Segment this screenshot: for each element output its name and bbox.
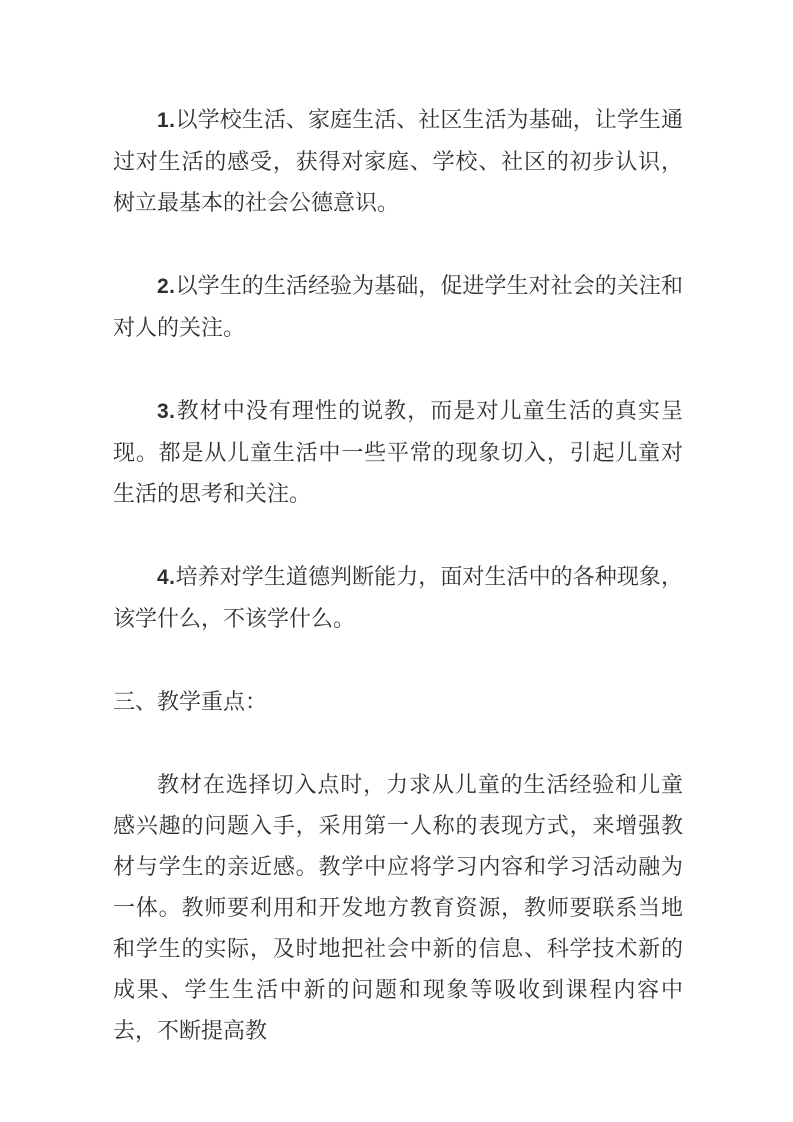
point-3-text: 教材中没有理性的说教，而是对儿童生活的真实呈现。都是从儿童生活中一些平常的现象切入，引起儿童对生活的思考和关注。 — [113, 398, 683, 506]
numbered-point-2 — [113, 265, 683, 348]
numbered-point-4 — [113, 556, 683, 639]
numbered-point-3 — [113, 390, 683, 514]
point-4-text: 培养对学生道德判断能力，面对生活中的各种现象，该学什么，不该学什么。 — [113, 564, 683, 631]
point-1-number: 1. — [157, 109, 176, 132]
numbered-point-1 — [113, 99, 683, 223]
point-2-number: 2. — [157, 275, 176, 298]
point-1-text: 以学校生活、家庭生活、社区生活为基础，让学生通过对生活的感受，获得对家庭、学校、社区的初步认识，树立最基本的社会公德意识。 — [113, 107, 683, 215]
point-4-number: 4. — [157, 566, 176, 589]
closing-paragraph: 教材在选择切入点时，力求从儿童的生活经验和儿童感兴趣的问题入手，采用第一人称的表现方式，来增强教材与学生的亲近感。教学中应将学习内容和学习活动融为一体。教师要利用和开发地方教育资源，教师要联系当地和学生的实际，及时地把社会中新的信息、科学技术新的成果、学生生活中新的问题和现象等吸收到课程内容中去，不断提高教 — [113, 772, 683, 1043]
point-2-text: 以学生的生活经验为基础，促进学生对社会的关注和对人的关注。 — [113, 273, 683, 340]
point-3-number: 3. — [157, 400, 176, 423]
section-heading: 三、教学重点： — [113, 689, 268, 714]
